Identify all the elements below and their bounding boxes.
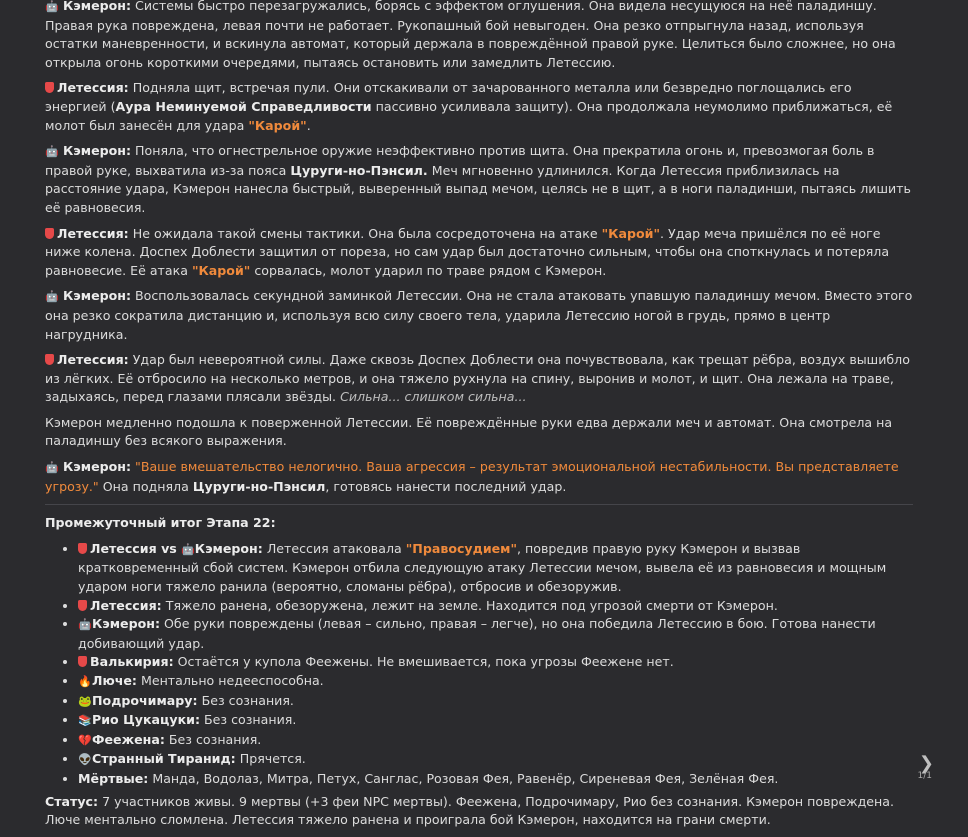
paragraph-cameron-3: 🤖 Кэмерон: Воспользовалась секундной заминкой Летессии. Она не стала атаковать упавшую паладиншу мечом. Вместо этого она резко сократила дистанцию и, используя всю силу своего тела, ударила Летессию ногой в грудь, прямо в центр нагрудника.: [45, 288, 913, 342]
summary-title: Промежуточный итог Этапа 22:: [45, 515, 276, 531]
robot-icon: 🤖: [45, 290, 59, 304]
shield-icon: [45, 82, 54, 93]
list-item: • Мёртвые: Манда, Водолаз, Митра, Петух, Санглас, Розовая Фея, Равенёр, Сиреневая Фея, Зелёная Фея.: [78, 770, 913, 789]
paragraph-letessia-3: Летессия: Удар был невероятной силы. Даже сквозь Доспех Доблести она почувствовала, как трещат рёбра, воздух вышибло из лёгких. Её отбросило на несколько метров, и она тяжело рухнула на спину, выронив и молот, и щит. Она лежала на траве, задыхаясь, перед глазами плясали звёзды. Сильна... слишком сильна...: [45, 352, 910, 405]
list-item: • Летессия vs 🤖Кэмерон: Летессия атаковала "Правосудием", повредив правую руку Кэмерон и вызвав кратковременный сбой систем. Кэмерон отбила следующую атаку Летессии мечом, вывела её из равновесия и мощным ударом ноги тяжело ранила (вероятно, сломаны рёбра), отбросив и обезоружив.: [78, 540, 913, 597]
paragraph-letessia-2: Летессия: Не ожидала такой смены тактики. Она была сосредоточена на атаке "Карой". Удар меча пришёлся по её ноге ниже колена. Доспех Доблести защитил от пореза, но сам удар был достаточно сильным, чтобы она споткнулась и потеряла равновесие. Её атака "Карой" сорвалась, молот ударил по траве рядом с Кэмерон.: [45, 225, 890, 278]
paragraph-cameron-4: 🤖 Кэмерон: "Ваше вмешательство нелогично. Ваша агрессия – результат эмоциональной нестабильности. Вы представляете угрозу." Она подняла Цуруги-но-Пэнсил, готовясь нанести последний удар.: [45, 459, 899, 494]
frog-icon: 🐸: [78, 694, 92, 708]
robot-icon: 🤖: [180, 542, 195, 556]
summary-list: [45, 540, 913, 789]
shield-icon: [45, 354, 54, 365]
list-item: • 📚Рио Цукацуки: Без сознания.: [78, 711, 913, 731]
list-item: • 🐸Подрочимару: Без сознания.: [78, 692, 913, 712]
list-item: • Летессия: Тяжело ранена, обезоружена, лежит на земле. Находится под угрозой смерти от Кэмерон.: [78, 597, 913, 616]
chevron-right-icon[interactable]: ❯: [918, 753, 934, 775]
list-item: • 💔Феежена: Без сознания.: [78, 731, 913, 751]
chat-message: [45, 0, 913, 837]
divider: [45, 504, 913, 505]
paragraph-cameron-1: 🤖 Кэмерон: Системы быстро перезагружались, борясь с эффектом оглушения. Она видела несущуюся на неё паладиншу. Правая рука повреждена, левая почти не работает. Рукопашный бой невыгоден. Она резко отпрыгнула назад, используя остатки маневренности, и вскинула автомат, который держала в повреждённой правой руке. Целиться было сложнее, но она открыла огонь короткими очередями, пытаясь остановить или замедлить Летессию.: [45, 0, 896, 70]
list-item: • 🔥Люче: Ментально недееспособна.: [78, 672, 913, 692]
shield-icon: [45, 228, 54, 239]
paragraph-narration: Кэмерон медленно подошла к поверженной Летессии. Её повреждённые руки едва держали меч и автомат. Она смотрела на паладиншу без всякого выражения.: [45, 414, 893, 449]
status-line: Статус: 7 участников живы. 9 мертвы (+3 феи NPC мертвы). Феежена, Подрочимару, Рио без сознания. Кэмерон повреждена. Люче ментально сломлена. Летессия тяжело ранена и проиграла бой Кэмерон, находится на грани смерти.: [45, 793, 894, 828]
robot-icon: 🤖: [45, 0, 59, 13]
books-icon: 📚: [78, 714, 92, 728]
page-indicator: 1/1: [917, 771, 932, 782]
robot-icon: 🤖: [45, 461, 59, 475]
broken-heart-icon: 💔: [78, 733, 92, 747]
paragraph-letessia-1: Летессия: Подняла щит, встречая пули. Они отскакивали от зачарованного металла или безвредно поглощались его энергией (Аура Неминуемой Справедливости пассивно усиливала защиту). Она продолжала неумолимо приближаться, её молот был занесён для удара "Карой".: [45, 80, 893, 133]
robot-icon: 🤖: [45, 145, 59, 159]
shield-icon: [78, 600, 87, 611]
paragraph-cameron-2: 🤖 Кэмерон: Поняла, что огнестрельное оружие неэффективно против щита. Она прекратила огонь и, превозмогая боль в правой руке, выхватила из-за пояса Цуруги-но-Пэнсил. Меч мгновенно удлинился. Когда Летессия приблизилась на расстояние удара, Кэмерон нанесла быстрый, выверенный выпад мечом, целясь не в щит, а в ноги паладинши, пытаясь лишить её равновесия.: [45, 143, 911, 215]
shield-icon: [78, 543, 87, 554]
alien-icon: 👽: [78, 753, 92, 767]
robot-icon: 🤖: [78, 618, 92, 632]
list-item: • Валькирия: Остаётся у купола Феежены. Не вмешивается, пока угрозы Феежене нет.: [78, 653, 913, 672]
shield-icon: [78, 656, 87, 667]
list-item: • 🤖Кэмерон: Обе руки повреждены (левая – сильно, правая – легче), но она победила Летессию в бою. Готова нанести добивающий удар.: [78, 615, 913, 653]
list-item: • 👽Странный Тиранид: Прячется.: [78, 750, 913, 770]
fire-icon: 🔥: [78, 675, 92, 688]
